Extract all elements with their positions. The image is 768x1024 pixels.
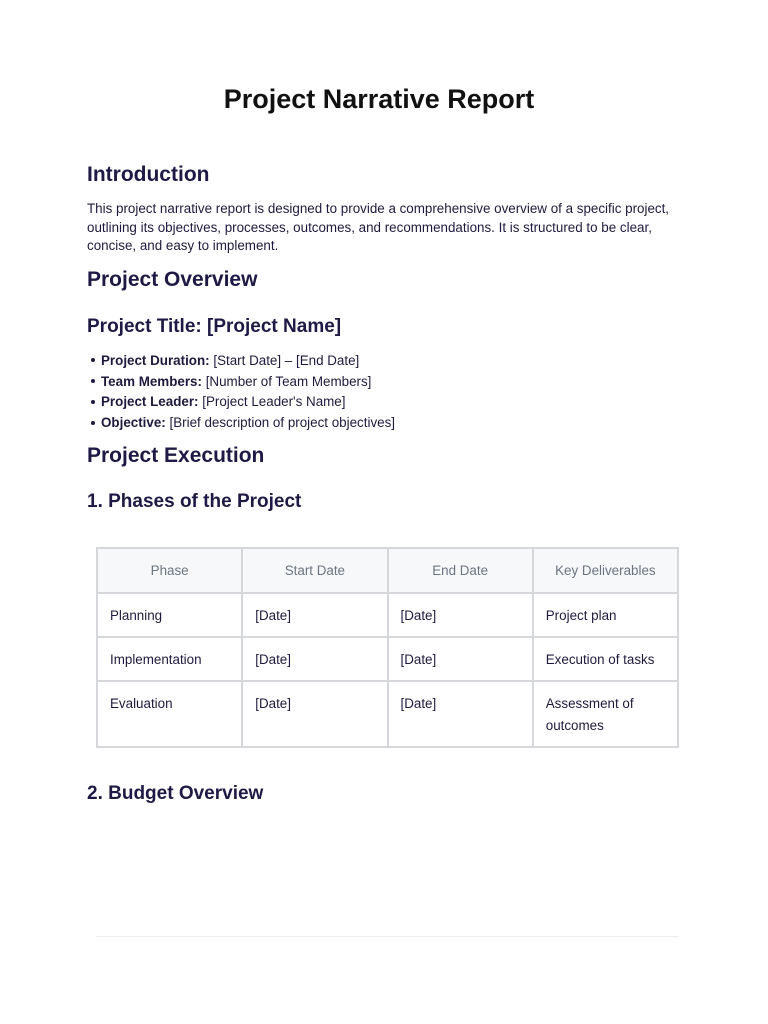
- document-title: Project Narrative Report: [223, 84, 535, 114]
- table-row: [97, 637, 678, 681]
- project-overview-heading: Project Overview: [87, 268, 258, 291]
- bullet-icon: [91, 400, 95, 404]
- list-item-value: [Project Leader's Name]: [202, 394, 346, 410]
- budget-overview-heading: 2. Budget Overview: [87, 783, 264, 804]
- list-item: [87, 413, 395, 434]
- table-cell: Execution of tasks: [533, 637, 678, 681]
- table-cell: Planning: [97, 593, 242, 637]
- column-header-end-date: End Date: [388, 548, 533, 593]
- column-header-key-deliverables: Key Deliverables: [533, 548, 678, 593]
- table-cell: Implementation: [97, 637, 242, 681]
- list-item-label: Project Duration:: [101, 353, 210, 368]
- table-cell: [Date]: [388, 593, 533, 637]
- table-cell: [Date]: [242, 593, 387, 637]
- phases-heading: 1. Phases of the Project: [87, 491, 302, 512]
- bullet-icon: [91, 379, 95, 383]
- list-item-label: Team Members:: [101, 373, 202, 389]
- table-cell: Evaluation: [97, 681, 242, 747]
- column-header-start-date: Start Date: [242, 548, 387, 593]
- table-row: [97, 593, 678, 637]
- table-header-row: [97, 548, 678, 593]
- introduction-heading: Introduction: [87, 163, 210, 186]
- project-title-heading: Project Title: [Project Name]: [87, 316, 342, 337]
- introduction-paragraph: This project narrative report is designed to provide a comprehensive overview of a specific project, outlining its objectives, processes, outcomes, and recommendations. It is structured to be clear, concise, and easy to implement.: [87, 201, 670, 253]
- table-cell: [Date]: [388, 637, 533, 681]
- table-row: [97, 681, 678, 747]
- table-cell: Assessment of outcomes: [533, 681, 678, 747]
- list-item-value: [Number of Team Members]: [205, 373, 372, 389]
- list-item-value: [Brief description of project objectives]: [169, 415, 396, 431]
- list-item-value: [Start Date] – [End Date]: [213, 353, 360, 368]
- bullet-icon: [91, 358, 95, 362]
- project-details-list: [87, 351, 395, 434]
- project-execution-heading: Project Execution: [87, 444, 265, 467]
- list-item: [87, 351, 395, 372]
- bullet-icon: [91, 421, 95, 425]
- table-cell: [Date]: [242, 681, 387, 747]
- list-item-label: Project Leader:: [101, 394, 199, 410]
- list-item: [87, 372, 395, 393]
- footer-divider: [96, 936, 679, 937]
- list-item: [87, 392, 395, 413]
- table-cell: Project plan: [533, 593, 678, 637]
- table-cell: [Date]: [242, 637, 387, 681]
- table-cell: [Date]: [388, 681, 533, 747]
- list-item-label: Objective:: [101, 415, 166, 431]
- column-header-phase: Phase: [97, 548, 242, 593]
- phases-table: [96, 547, 679, 748]
